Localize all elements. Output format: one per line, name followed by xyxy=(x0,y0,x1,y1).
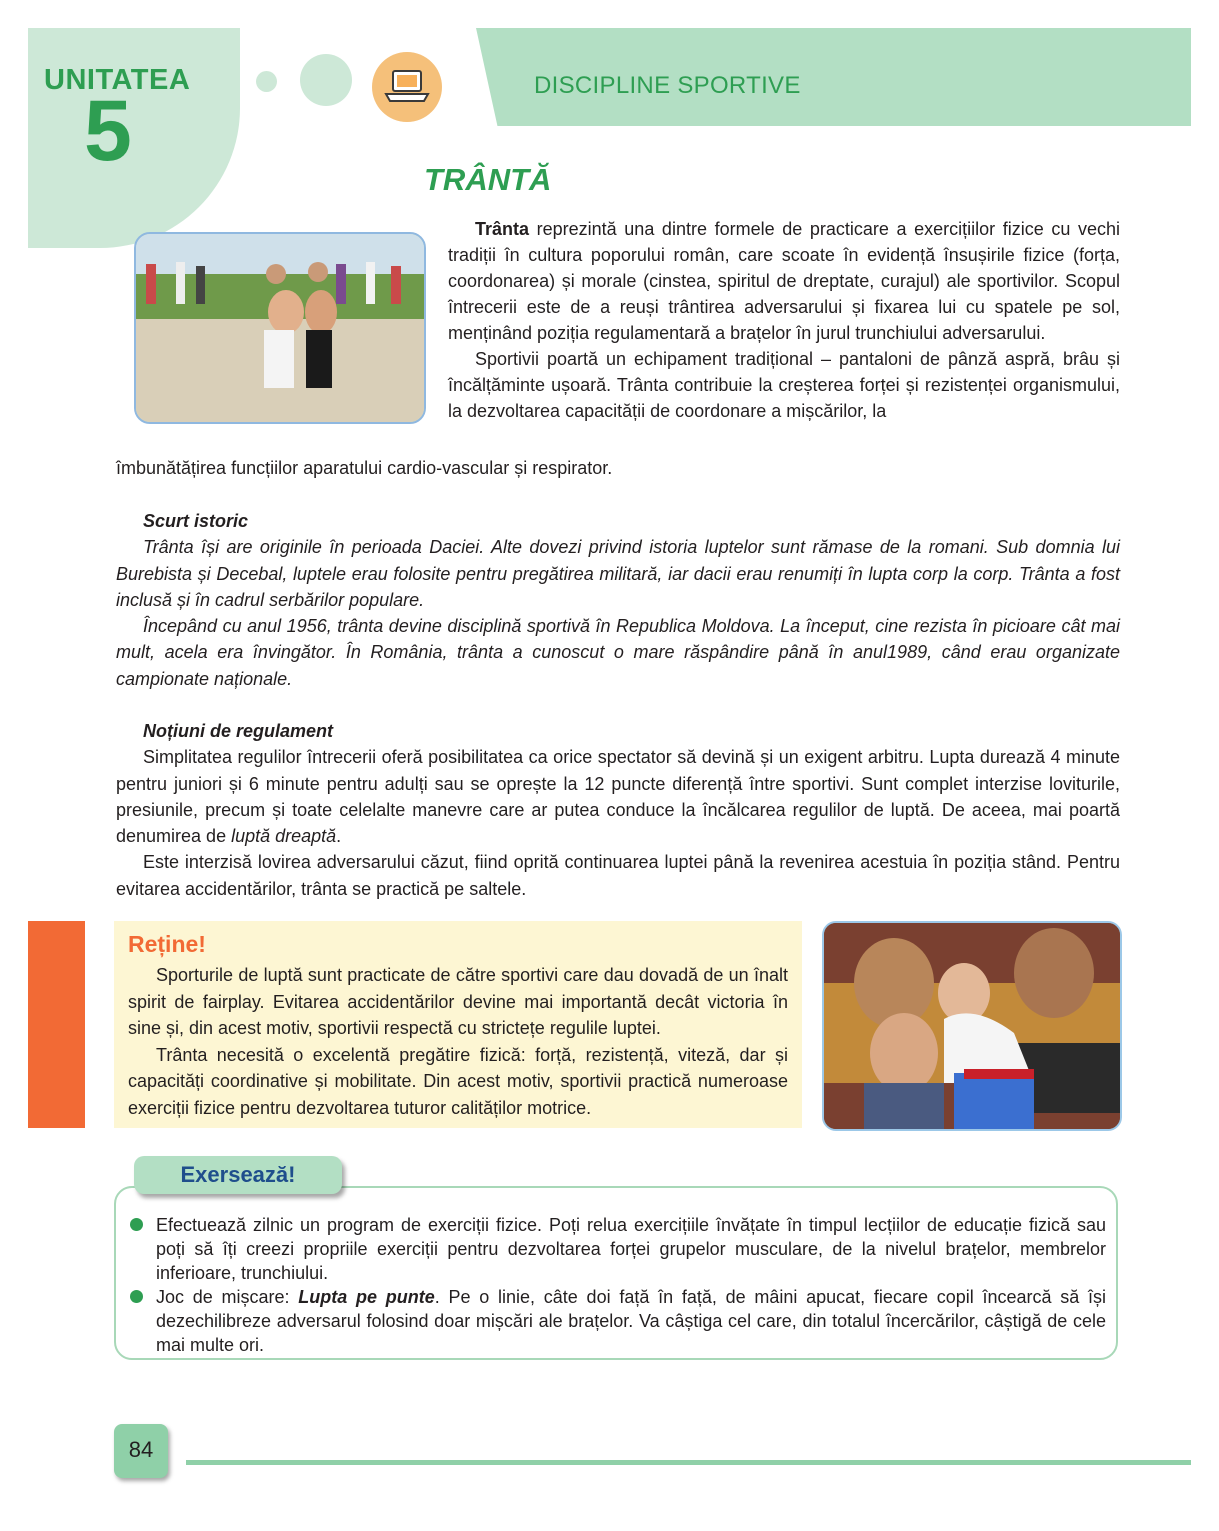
history-paragraph-1: Trânta își are originile în perioada Daciei. Alte dovezi privind istoria luptelor sunt rămase de la romani. Sub domnia lui Burebista și Decebal, luptele erau folosite pentru pregătirea militară, iar dacii erau renumiți în lupta corp la corp. Trânta a fost inclusă și în cadrul serbărilor populare. xyxy=(116,537,1120,610)
intro-keyword: Trânta xyxy=(475,219,530,239)
laptop-icon xyxy=(372,52,442,122)
page-number: 84 xyxy=(128,1437,154,1462)
intro-paragraph-2: Sportivii poartă un echipament tradițional – pantaloni de pânză aspră, brâu și încălțăminte ușoară. Trânta contribuie la creșterea forței și rezistenței organismului, la dezvoltarea capacității de coordonare a mișcărilor, la xyxy=(448,349,1120,421)
accent-bar xyxy=(28,921,85,1128)
wrestling-photo-indoor xyxy=(822,921,1122,1131)
remember-text xyxy=(128,962,788,1121)
exercise-item-1-text: Efectuează zilnic un program de exerciții fizice. Poți relua exercițiile învățate în timpul lecțiilor de educație fizică sau poți să îți creezi propriile exerciții pentru dezvoltarea forței grupelor musculare, de la nivelul brațelor, membrelor inferioare, trunchiului. xyxy=(156,1215,1106,1283)
history-heading: Scurt istoric xyxy=(143,511,249,531)
rules-section xyxy=(116,718,1120,902)
exercise-item-2-label: Joc de mișcare: xyxy=(156,1287,299,1307)
footer-line xyxy=(186,1460,1191,1465)
list-item xyxy=(130,1285,1106,1357)
intro-paragraph-2-end: îmbunătățirea funcțiilor aparatului cardio-vascular și respirator. xyxy=(116,458,613,478)
decor-dot-medium xyxy=(300,54,352,106)
section-title: DISCIPLINE SPORTIVE xyxy=(534,72,801,99)
exercise-list xyxy=(130,1213,1106,1357)
rules-term: luptă dreaptă xyxy=(231,826,337,847)
exercise-title: Exersează! xyxy=(180,1162,296,1187)
unit-badge xyxy=(28,28,240,248)
history-paragraph-2: Începând cu anul 1956, trânta devine disciplină sportivă în Republica Moldova. La început, cine rezista în picioare cât mai mult, acela era învingător. În România, trânta a cunoscut o mare răspândire până în anul1989, când erau organizate campionate naționale. xyxy=(116,616,1120,689)
history-section xyxy=(116,508,1120,692)
rules-paragraph-1-text: Simplitatea regulilor întrecerii oferă posibilitatea ca orice spectator să devină și un exigent arbitru. Lupta durează 4 minute pentru juniori și 6 minute pentru adulți sau se oprește la 12 puncte diferență între sportivi. Sunt complet interzise loviturile, presiunile, precum și toate celelalte manevre care ar putea conduce la încălcarea regulilor de luptă. De aceea, mai poartă denumirea de xyxy=(116,747,1120,847)
unit-label: UNITATEA xyxy=(44,64,191,96)
exercise-item-2-text: . Pe o linie, câte doi față în față, de mâini apucat, fiecare copil încearcă să își dezechilibreze adversarul folosind doar mișcări ale brațelor. Va câștiga cel care, din totalul încercărilor, câștigă de cele mai multe ori. xyxy=(156,1287,1106,1355)
page-title: TRÂNTĂ xyxy=(424,162,552,197)
unit-number: 5 xyxy=(84,83,132,179)
intro-text xyxy=(448,216,1120,424)
remember-paragraph-1: Sporturile de luptă sunt practicate de către sportivi care dau dovadă de un înalt spirit de fairplay. Evitarea accidentărilor devine mai importantă decât victoria în sine și, din acest motiv, sportivii respectă cu strictețe regulile luptei. xyxy=(128,965,788,1038)
rules-paragraph-2: Este interzisă lovirea adversarului căzut, fiind oprită continuarea luptei până la revenirea acestuia în poziția stând. Pentru evitarea accidentărilor, trânta se practică pe saltele. xyxy=(116,852,1120,899)
remember-title: Reține! xyxy=(128,931,206,957)
intro-text-continued xyxy=(116,455,1120,481)
game-name: Lupta pe punte xyxy=(298,1287,435,1307)
rules-paragraph-1-end: . xyxy=(336,826,342,847)
wrestling-photo-outdoor xyxy=(134,232,426,424)
remember-paragraph-2: Trânta necesită o excelentă pregătire fizică: forță, rezistență, viteză, dar și capacități coordinative și mobilitate. Din acest motiv, sportivii practică numeroase exerciții fizice pentru dezvoltarea tuturor calităților motrice. xyxy=(128,1044,788,1118)
rules-paragraph-1 xyxy=(116,744,1120,849)
intro-paragraph-1 xyxy=(448,216,1120,346)
list-item xyxy=(130,1213,1106,1285)
intro-paragraph-1-text: reprezintă una dintre formele de practicare a exercițiilor fizice cu vechi tradiții în cultura poporului român, care scoate în evidență însușirile fizice (forța, coordonarea) și morale (cinstea, spiritul de dreptate, curajul) ale sportivilor. Scopul întrecerii este de a reuși trântirea adversarului și fixarea lui cu spatele pe sol, menținând poziția regulamentară a brațelor în jurul trunchiului adversarului. xyxy=(448,219,1120,343)
decor-dot-small xyxy=(256,71,277,92)
rules-heading: Noțiuni de regulament xyxy=(143,721,334,741)
bullet-icon xyxy=(130,1218,143,1231)
bullet-icon xyxy=(130,1290,143,1303)
